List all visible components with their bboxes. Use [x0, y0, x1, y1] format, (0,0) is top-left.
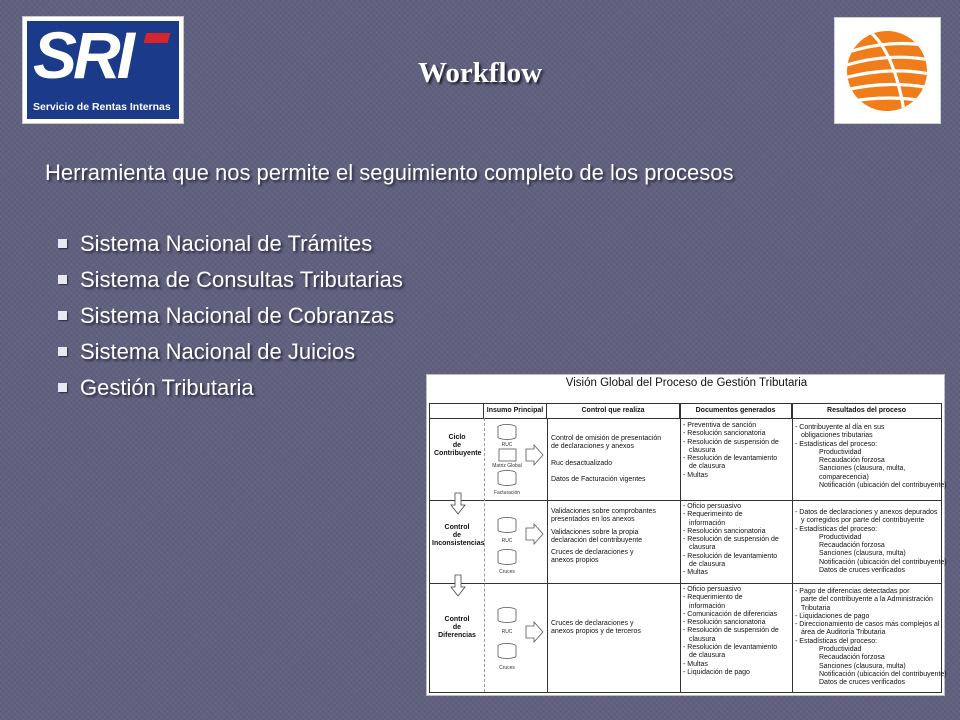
- cell-line: Validaciones sobre la propia: [551, 528, 639, 536]
- cell-line: Datos de Facturación vigentes: [551, 475, 646, 483]
- grid-line: [547, 418, 548, 692]
- input-icons: [486, 421, 546, 499]
- intro-text: Herramienta que nos permite el seguimiento completo de los procesos: [45, 160, 734, 185]
- cell-line: - Liquidación de pago: [683, 668, 750, 676]
- cell-line: - Resolución de suspensión de: [683, 438, 779, 446]
- cell-line: - Liquidaciones de pago: [795, 612, 870, 620]
- cell-line: de clausura: [689, 652, 726, 660]
- stage-line: de: [452, 624, 462, 631]
- documents-cell: [683, 422, 779, 480]
- cell-line: - Direccionamiento de casos más complejos al: [795, 621, 940, 629]
- cell-line: Recaudación forzosa: [819, 654, 885, 662]
- cell-line: Cruces de declaraciones y: [551, 549, 634, 557]
- cell-line: - Resolución de levantamiento: [683, 644, 778, 652]
- cell-line: - Contribuyente al día en sus: [795, 424, 885, 431]
- bullet-item: [58, 302, 403, 338]
- bullet-text: Gestión Tributaria: [80, 375, 254, 400]
- stage-line: Control: [444, 616, 470, 623]
- cell-line: obligaciones tributarias: [801, 432, 873, 440]
- grid-line: [430, 583, 941, 584]
- stage-line: Inconsistencias: [432, 540, 485, 547]
- cell-line: [551, 452, 661, 460]
- cell-line: parte del contribuyente a la Administración: [801, 596, 933, 604]
- cell-line: Sanciones (clausura, multa,: [819, 465, 906, 473]
- slide-title: Workflow: [417, 57, 543, 89]
- cell-line: Notificación (ubicación del contribuyente): [819, 670, 947, 678]
- cell-line: clausura: [689, 446, 716, 454]
- input-label: RUC: [501, 538, 513, 544]
- stage-line: Control: [444, 524, 470, 531]
- grid-line: [484, 418, 485, 692]
- cell-line: - Comunicación de diferencias: [683, 610, 778, 618]
- bullet-item: [58, 338, 403, 374]
- cell-line: - Oficio persuasivo: [683, 586, 741, 593]
- bullet-item: [58, 266, 403, 302]
- input-label: RUC: [501, 442, 513, 448]
- cell-line: - Resolución de suspensión de: [683, 627, 779, 635]
- input-label: Facturación: [493, 490, 521, 496]
- cell-line: Datos de cruces verificados: [819, 679, 905, 687]
- bullet-text: Sistema Nacional de Juicios: [80, 339, 356, 364]
- column-header-control: Control que realiza: [547, 404, 680, 418]
- cell-line: área de Auditoría Tributaria: [801, 629, 886, 637]
- stage-label: [434, 616, 480, 640]
- stage-line: Diferencias: [438, 632, 476, 639]
- cell-line: - Resolución sancionatoria: [683, 527, 766, 535]
- stage-label: [434, 434, 480, 458]
- cell-line: presentados en los anexos: [551, 516, 635, 524]
- diagram-title: Visión Global del Proceso de Gestión Tributaria: [565, 377, 808, 389]
- diagram-table: [429, 403, 947, 693]
- grid-line: [680, 404, 681, 692]
- stage-line: Contribuyente: [434, 450, 482, 457]
- cell-line: - Resolución sancionatoria: [683, 430, 766, 438]
- results-cell: [795, 424, 947, 490]
- cell-line: - Resolución de levantamiento: [683, 455, 778, 463]
- cell-line: anexos propios: [551, 557, 599, 565]
- cell-line: [551, 468, 661, 476]
- cell-line: Recaudación forzosa: [819, 457, 885, 465]
- cell-line: información: [689, 519, 726, 527]
- square-bullet-icon: [58, 239, 67, 248]
- stage-line: de: [452, 442, 462, 449]
- cell-line: Sanciones (clausura, multa): [819, 550, 906, 558]
- input-label: Matriz Global: [492, 463, 522, 469]
- cell-line: comparecencia): [819, 473, 869, 481]
- results-cell: [795, 588, 947, 688]
- bullet-list: [58, 230, 403, 410]
- control-cell: [551, 620, 641, 637]
- bullet-text: Sistema de Consultas Tributarias: [80, 267, 403, 292]
- square-bullet-icon: [58, 383, 67, 392]
- cell-line: información: [689, 602, 726, 610]
- input-label: RUC: [501, 629, 513, 635]
- bullet-item: [58, 230, 403, 266]
- cell-line: clausura: [689, 635, 716, 643]
- square-bullet-icon: [58, 275, 67, 284]
- cell-line: - Estadísticas del proceso:: [795, 525, 878, 533]
- grid-line: [430, 418, 941, 419]
- cell-line: declaración del contribuyente: [551, 536, 643, 544]
- down-arrow-icon: [450, 574, 466, 598]
- cell-line: Tributaria: [801, 604, 831, 612]
- column-header-results: Resultados del proceso: [827, 407, 906, 414]
- cell-line: Recaudación forzosa: [819, 542, 885, 550]
- process-diagram: [426, 374, 945, 696]
- results-cell: [795, 509, 947, 575]
- square-bullet-icon: [58, 311, 67, 320]
- cell-line: - Multas: [683, 471, 708, 479]
- stage-line: de: [452, 532, 462, 539]
- sri-logo-subtitle: Servicio de Rentas Internas: [33, 101, 171, 113]
- cell-line: - Requerimiento de: [683, 594, 743, 602]
- cell-line: Sanciones (clausura, multa): [819, 662, 906, 670]
- cell-line: Productividad: [819, 448, 862, 456]
- stage-label: [432, 524, 485, 548]
- column-header-input: Insumo Principal: [484, 404, 547, 418]
- cell-line: anexos propios y de terceros: [551, 628, 641, 636]
- cell-line: Datos de cruces verificados: [819, 567, 905, 575]
- column-header-stage: [430, 404, 484, 418]
- cell-line: - Estadísticas del proceso:: [795, 637, 878, 645]
- column-header-documents: Documentos generados: [680, 404, 792, 418]
- cell-line: - Multas: [683, 569, 708, 577]
- input-icons: [486, 596, 546, 690]
- cell-line: - Pago de diferencias detectadas por: [795, 588, 910, 595]
- cell-line: clausura: [689, 544, 716, 552]
- cell-line: de declaraciones y anexos: [551, 443, 634, 451]
- square-bullet-icon: [58, 347, 67, 356]
- grid-line: [792, 404, 793, 692]
- down-arrow-icon: [450, 492, 466, 516]
- cell-line: - Datos de declaraciones y anexos depurados: [795, 509, 938, 516]
- cell-line: - Resolución sancionatoria: [683, 619, 766, 627]
- input-label: Cruces: [499, 569, 515, 575]
- control-cell: [551, 508, 656, 566]
- grid-line: [430, 500, 941, 501]
- documents-cell: [683, 586, 779, 677]
- input-label: Cruces: [499, 665, 515, 671]
- cell-line: Validaciones sobre comprobantes: [551, 508, 656, 515]
- cell-line: Notificación (ubicación del contribuyente): [819, 482, 947, 490]
- control-cell: [551, 435, 661, 484]
- stage-line: Ciclo: [448, 434, 466, 441]
- bullet-item: [58, 374, 403, 410]
- cell-line: Ruc desactualizado: [551, 459, 613, 467]
- cell-line: Productividad: [819, 533, 862, 541]
- input-icons: [486, 508, 546, 582]
- cell-line: - Estadísticas del proceso:: [795, 440, 878, 448]
- cell-line: - Oficio persuasivo: [683, 503, 741, 510]
- cell-line: - Requerimeinto de: [683, 511, 743, 519]
- cell-line: - Multas: [683, 660, 708, 668]
- documents-cell: [683, 503, 779, 578]
- cell-line: - Preventiva de sanción: [683, 422, 757, 429]
- cell-line: de clausura: [689, 463, 726, 471]
- cell-line: Cruces de declaraciones y: [551, 620, 634, 627]
- bullet-text: Sistema Nacional de Trámites: [80, 231, 373, 256]
- cell-line: - Resolución de levantamiento: [683, 552, 778, 560]
- sri-logo-text: SRI: [33, 21, 132, 92]
- cell-line: y corregidos por parte del contribuyente: [801, 517, 925, 525]
- bullet-text: Sistema Nacional de Cobranzas: [80, 303, 395, 328]
- cell-line: - Resolución de suspensión de: [683, 536, 779, 544]
- cell-line: Productividad: [819, 646, 862, 654]
- cell-line: de clausura: [689, 561, 726, 569]
- sri-logo-accent: [144, 33, 171, 43]
- cell-line: Control de omisión de presentación: [551, 435, 662, 442]
- cell-line: Notificación (ubicación del contribuyente): [819, 558, 947, 566]
